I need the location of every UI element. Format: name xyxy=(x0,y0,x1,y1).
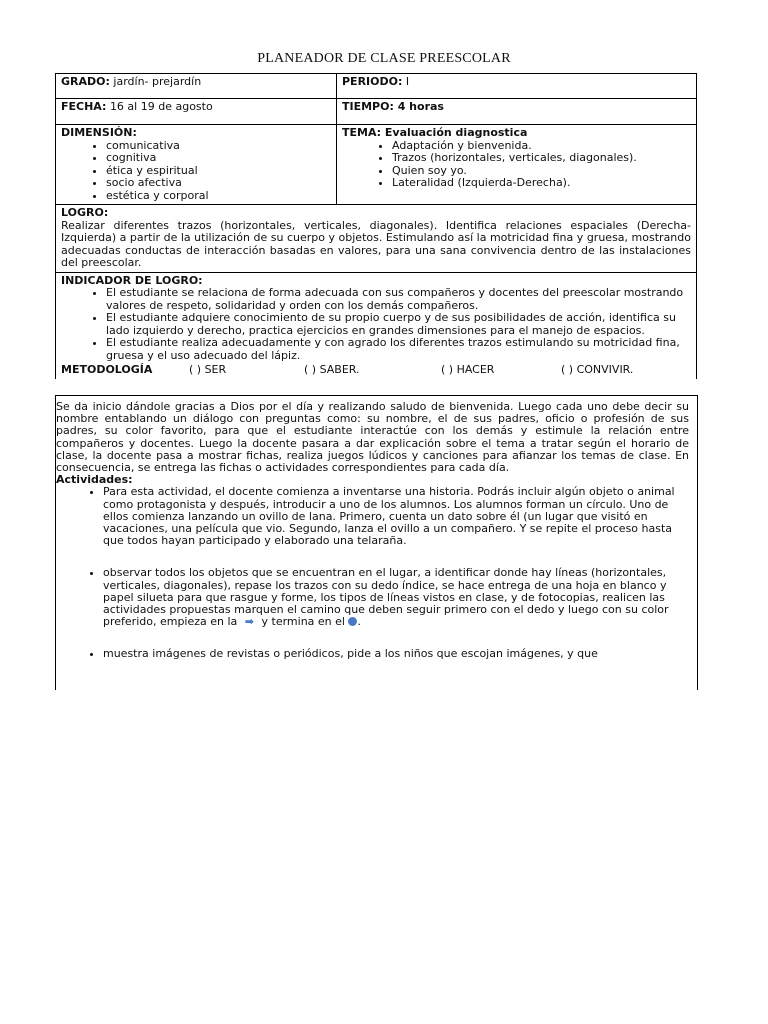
logro-text: Realizar diferentes trazos (horizontales, verticales, diagonales). Identifica relaciones espaciales (Derecha-Izquierda) a partir de la utilización de su cuerpo y objetos. Estimulando así la motricidad fina y gruesa, mostrando adecuadas conductas de interacción basadas en valores, para una sana convivencia dentro de las instalaciones del preescolar. xyxy=(61,218,691,269)
fecha-value: 16 al 19 de agosto xyxy=(109,100,213,113)
tiempo-cell xyxy=(337,99,697,125)
list-item: • ética y espiritual xyxy=(106,165,331,178)
row-dimension-tema xyxy=(56,125,697,205)
metodologia-option: ( ) SER xyxy=(189,363,227,376)
dimension-cell xyxy=(56,125,337,205)
list-item: • El estudiante adquiere conocimiento de su propio cuerpo y de sus posibilidades de acción, identifica su lado izquierdo y derecho, practica ejercicios en grandes dimensiones para el manejo de espacios. xyxy=(106,312,691,337)
list-item: • Para esta actividad, el docente comienza a inventarse una historia. Podrás incluir algún objeto o animal como protagonista y después, introducir a uno de los alumnos. Los alumnos forman un círculo. Uno de ellos comienza lanzando un ovillo de lana. Primero, cuenta un dato sobre él (un lugar que visitó en vacaciones, una película que vio. Segundo, lanza el ovillo a un compañero. Y se repite el proceso hasta que todos hayan participado y elaborado una telaraña. xyxy=(103,486,689,547)
periodo-value: I xyxy=(405,75,410,88)
fecha-cell xyxy=(56,99,337,125)
dimension-label: DIMENSIÓN: xyxy=(61,126,137,139)
metodologia-option: ( ) SABER. xyxy=(304,363,360,376)
metodologia-label: METODOLOGÍA xyxy=(61,363,153,376)
activities-section xyxy=(56,395,689,681)
list-item: • socio afectiva xyxy=(106,177,331,190)
row-grado-periodo xyxy=(56,74,697,99)
logro-cell xyxy=(56,205,697,273)
dimension-list xyxy=(61,140,331,203)
page-cutoff xyxy=(55,690,698,698)
activity-text: y termina en el xyxy=(261,615,345,629)
grado-cell xyxy=(56,74,337,99)
blue-dot-icon xyxy=(348,617,357,626)
periodo-label: PERIODO: xyxy=(342,75,403,88)
indicador-cell xyxy=(56,272,697,364)
list-item: • Quien soy yo. xyxy=(392,165,691,178)
intro-paragraph: Se da inicio dándole gracias a Dios por el día y realizando saludo de bienvenida. Luego cada uno debe decir su nombre entablando un diálogo con preguntas como: su nombre, el de sus padres, oficio o profesión de sus padres, su color favorito, para que el estudiante interactúe con los demás y estimule la relación entre compañeros y docentes. Luego la docente pasara a dar explicación sobre el tema a tratar según el horario de clase, la docente pasa a mostrar fichas, realiza juegos lúdicos y canciones para afianzar los temas de clase. En consecuencia, se entrega las fichas o actividades correspondientes para cada día. xyxy=(56,400,689,475)
list-item: • cognitiva xyxy=(106,152,331,165)
activity-text: observar todos los objetos que se encuentran en el lugar, a identificar donde hay líneas (horizontales, verticales, diagonales), repase los trazos con su dedo índice, se hace entrega de una hoja en blanco y papel silueta para que rasgue y forme, los tipos de líneas vistos en clase, y de fotocopias, realicen las actividades propuestas marquen el camino que deben seguir primero con el dedo y luego con su color preferido, empieza en la xyxy=(103,566,669,629)
indicador-list xyxy=(61,287,691,362)
list-item: • estética y corporal xyxy=(106,190,331,203)
list-item: • Lateralidad (Izquierda-Derecha). xyxy=(392,177,691,190)
row-logro xyxy=(56,205,697,273)
fecha-label: FECHA: xyxy=(61,100,107,113)
tema-cell xyxy=(337,125,697,205)
list-item: • comunicativa xyxy=(106,140,331,153)
metodologia-option: ( ) HACER xyxy=(441,363,495,376)
actividades-label: Actividades: xyxy=(56,473,133,487)
row-indicador xyxy=(56,272,697,364)
list-item: • Adaptación y bienvenida. xyxy=(392,140,691,153)
document-title: PLANEADOR DE CLASE PREESCOLAR xyxy=(257,51,511,66)
logro-label: LOGRO: xyxy=(61,206,109,219)
indicador-label: INDICADOR DE LOGRO: xyxy=(61,273,203,287)
periodo-cell xyxy=(337,74,697,99)
tema-list xyxy=(342,140,691,190)
metodologia-line xyxy=(61,364,691,377)
list-item: • observar todos los objetos que se encuentran en el lugar, a identificar donde hay líneas (horizontales, verticales, diagonales), repase los trazos con su dedo índice, se hace entrega de una hoja en blanco y papel silueta para que rasgue y forme, los tipos de líneas vistos en clase, y de fotocopias, realicen las actividades propuestas marquen el camino que deben seguir primero con el dedo y luego con su color preferido, empieza en la ➡ y termina en el . xyxy=(103,567,689,628)
planner-table xyxy=(55,73,697,379)
metodologia-cell xyxy=(56,364,697,379)
right-arrow-icon: ➡ xyxy=(244,615,255,629)
divider xyxy=(697,395,698,692)
list-item: • muestra imágenes de revistas o periódicos, pide a los niños que escojan imágenes, y que xyxy=(103,648,689,660)
list-item: • El estudiante se relaciona de forma adecuada con sus compañeros y docentes del preescolar mostrando valores de respeto, solidaridad y orden con los demás compañeros. xyxy=(106,287,691,312)
list-item: • Trazos (horizontales, verticales, diagonales). xyxy=(392,152,691,165)
grado-label: GRADO: xyxy=(61,75,110,88)
list-item: • El estudiante realiza adecuadamente y con agrado los diferentes trazos estimulando su motricidad fina, gruesa y el uso adecuado del lápiz. xyxy=(106,337,691,362)
tiempo-label: TIEMPO: 4 horas xyxy=(342,100,444,113)
tema-label: TEMA: Evaluación diagnostica xyxy=(342,126,528,139)
grado-value: jardín- prejardín xyxy=(113,75,202,88)
row-metodologia xyxy=(56,364,697,379)
metodologia-option: ( ) CONVIVIR. xyxy=(561,363,634,376)
actividades-list xyxy=(56,486,689,660)
row-fecha-tiempo xyxy=(56,99,697,125)
